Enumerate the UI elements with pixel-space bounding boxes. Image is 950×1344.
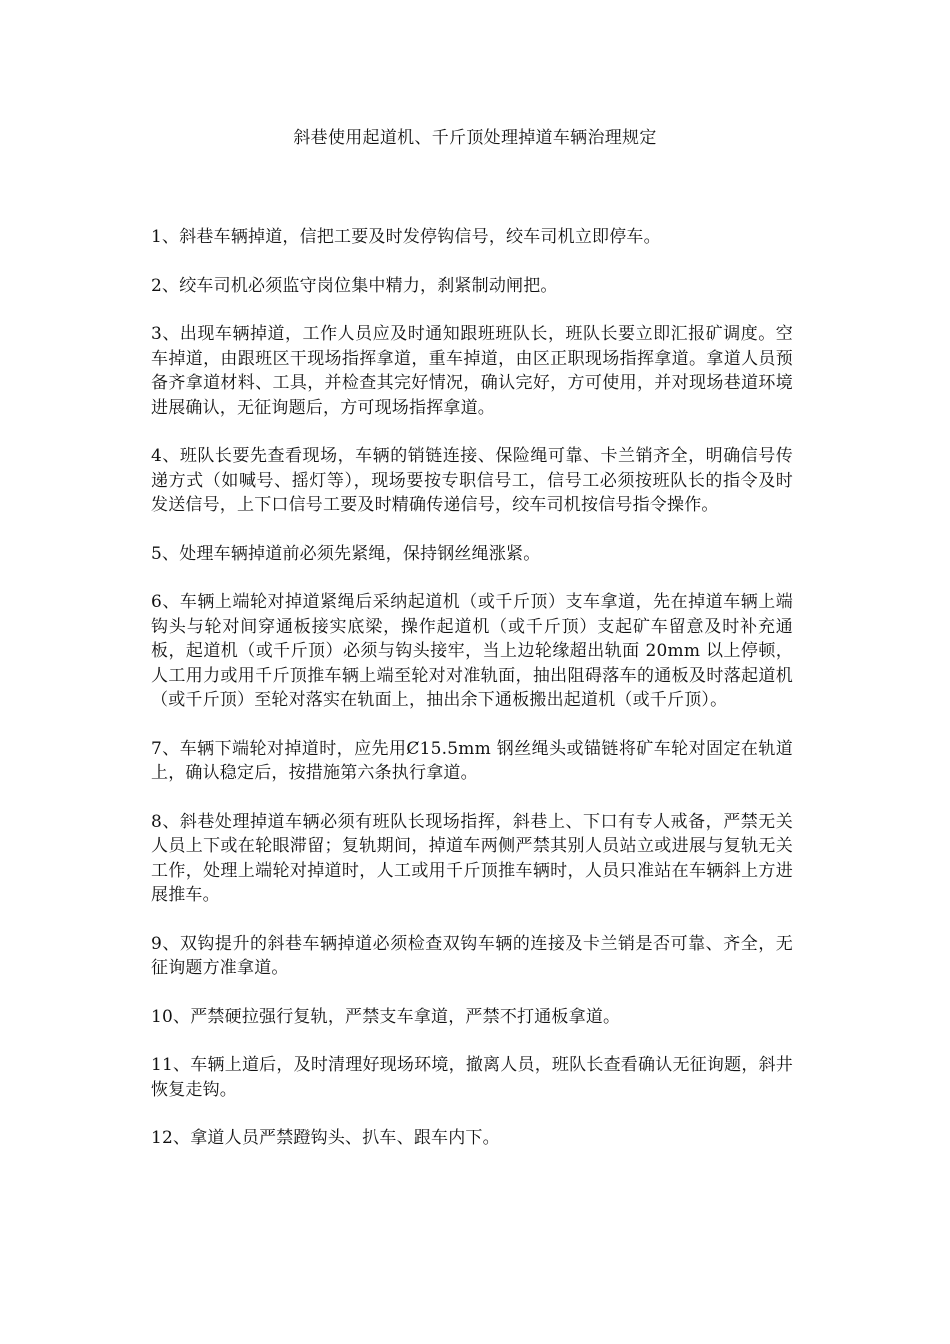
paragraph-10: 10、严禁硬拉强行复轨，严禁支车拿道，严禁不打通板拿道。 [151, 1006, 621, 1027]
paragraph-5: 5、处理车辆掉道前必须先紧绳，保持钢丝绳涨紧。 [151, 543, 541, 564]
paragraph-9: 9、双钩提升的斜巷车辆掉道必须检查双钩车辆的连接及卡兰销是否可靠、齐全，无征询题方准拿道。 [151, 933, 793, 978]
document-body [151, 225, 793, 1175]
paragraph-3: 3、出现车辆掉道，工作人员应及时通知跟班班队长，班队长要立即汇报矿调度。空车掉道，由跟班区干现场指挥拿道，重车掉道，由区正职现场指挥拿道。拿道人员预备齐拿道材料、工具，并检查其完好情况，确认完好，方可使用，并对现场巷道环境进展确认，无征询题后，方可现场指挥拿道。 [151, 324, 793, 418]
paragraph-7: 7、车辆下端轮对掉道时，应先用Ȼ15.5mm 钢丝绳头或锚链将矿车轮对固定在轨道上，确认稳定后，按措施第六条执行拿道。 [151, 738, 793, 783]
paragraph-12: 12、拿道人员严禁蹬钩头、扒车、跟车内下。 [151, 1128, 500, 1148]
paragraph-1: 1、斜巷车辆掉道，信把工要及时发停钩信号，绞车司机立即停车。 [151, 227, 661, 247]
document-title: 斜巷使用起道机、千斤顶处理掉道车辆治理规定 [293, 128, 657, 148]
paragraph-8: 8、斜巷处理掉道车辆必须有班队长现场指挥，斜巷上、下口有专人戒备，严禁无关人员上下或在轮眼滞留；复轨期间，掉道车两侧严禁其别人员站立或进展与复轨无关工作，处理上端轮对掉道时，人工或用千斤顶推车辆时，人员只准站在车辆斜上方进展推车。 [151, 811, 793, 905]
paragraph-2: 2、绞车司机必须监守岗位集中精力，刹紧制动闸把。 [151, 275, 558, 296]
paragraph-6: 6、车辆上端轮对掉道紧绳后采纳起道机（或千斤顶）支车拿道，先在掉道车辆上端钩头与轮对间穿通板接实底梁，操作起道机（或千斤顶）支起矿车留意及时补充通板，起道机（或千斤顶）必须与钩头接牢，当上边轮缘超出轨面 20mm 以上停顿，人工用力或用千斤顶推车辆上端至轮对对准轨面，抽出阻碍落车的通板及时落起道机（或千斤顶）至轮对落实在轨面上，抽出余下通板搬出起道机（或千斤顶）。 [151, 592, 793, 710]
paragraph-4: 4、班队长要先查看现场，车辆的销链连接、保险绳可靠、卡兰销齐全，明确信号传递方式（如喊号、摇灯等），现场要按专职信号工，信号工必须按班队长的指令及时发送信号，上下口信号工要及时精确传递信号，绞车司机按信号指令操作。 [151, 446, 793, 515]
paragraph-11: 11、车辆上道后，及时清理好现场环境，撤离人员，班队长查看确认无征询题，斜井恢复走钩。 [151, 1055, 793, 1100]
